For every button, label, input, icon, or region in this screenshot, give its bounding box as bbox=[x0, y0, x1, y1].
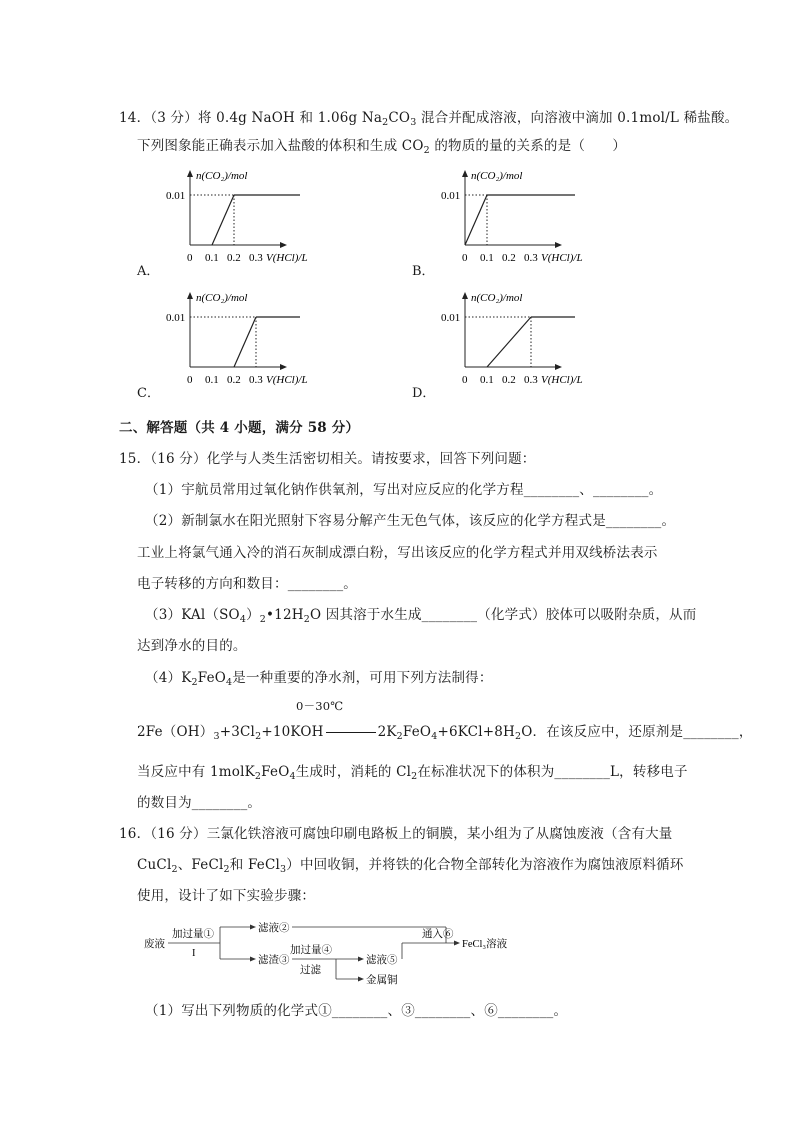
question-number: 14． bbox=[119, 110, 151, 126]
q15-line7 bbox=[145, 666, 493, 686]
flow-diagram bbox=[140, 915, 540, 985]
text: 在标准状况下的体积为________L，转移电子 bbox=[417, 764, 688, 780]
text: +6KCl+8H bbox=[437, 724, 515, 740]
flow-product: FeCl₃溶液 bbox=[462, 939, 508, 950]
x-tick-label: 0.2 bbox=[227, 374, 241, 386]
text: FeO bbox=[402, 724, 432, 740]
x-tick-label: 0.1 bbox=[480, 252, 494, 264]
text: O 因其溶于水生成________（化学式）胶体可以吸附杂质，从而 bbox=[309, 607, 697, 623]
subscript: 4 bbox=[431, 731, 438, 742]
subscript: 2 bbox=[255, 731, 262, 742]
y-axis-label: n(CO₂)/mol bbox=[471, 292, 523, 304]
q15-line4: 电子转移的方向和数目：________。 bbox=[137, 576, 357, 592]
x-tick-label: 0 bbox=[462, 252, 468, 264]
text: ） bbox=[246, 607, 260, 623]
option-b-label[interactable]: B． bbox=[412, 264, 435, 279]
y-axis-label: n(CO₂)/mol bbox=[196, 292, 248, 304]
x-axis-arrow bbox=[555, 242, 562, 248]
x-tick-label: 0.2 bbox=[227, 252, 241, 264]
x-tick-label: 0.1 bbox=[480, 374, 494, 386]
option-c-label[interactable]: C． bbox=[137, 386, 160, 401]
subscript: 2 bbox=[223, 864, 230, 875]
text: +3Cl bbox=[219, 724, 256, 740]
text: CuCl bbox=[137, 857, 172, 873]
q14-stem-text-b: 混合并配成溶液，向溶液中滴加 0.1mol/L 稀盐酸。 bbox=[416, 110, 739, 126]
question-score: （3 分） bbox=[150, 110, 198, 126]
flow-step4: 加过量④ bbox=[290, 945, 332, 956]
subscript: 2 bbox=[396, 731, 403, 742]
x-axis-label: V(HCl)/L bbox=[541, 252, 583, 264]
q15-line0: 15．（16 分）化学与人类生活密切相关。请按要求，回答下列问题： bbox=[119, 451, 536, 467]
option-d-label[interactable]: D． bbox=[412, 386, 436, 401]
flow-copper: 金属铜 bbox=[366, 975, 398, 985]
y-tick-label: 0.01 bbox=[441, 190, 461, 202]
graph-b bbox=[435, 163, 610, 273]
subscript: 2 bbox=[254, 771, 262, 782]
q15-equation bbox=[137, 720, 753, 740]
q16-line1 bbox=[137, 853, 684, 873]
flow-filtrate2: 滤液② bbox=[258, 923, 290, 934]
x-axis-arrow bbox=[555, 364, 562, 370]
flow-pass6: 通入⑥ bbox=[422, 929, 454, 940]
q14-stem2-text-a: 下列图象能正确表示加入盐酸的体积和生成 CO bbox=[137, 138, 424, 154]
q15-line5 bbox=[145, 603, 696, 623]
graph-a bbox=[160, 163, 335, 273]
reaction-arrow bbox=[326, 732, 376, 733]
subscript: 3 bbox=[410, 117, 417, 128]
x-tick-label: 0 bbox=[462, 374, 468, 386]
q15-line2: （2）新制氯水在阳光照射下容易分解产生无色气体，该反应的化学方程式是________。 bbox=[145, 513, 676, 529]
series-rise bbox=[487, 317, 531, 367]
subscript: 4 bbox=[226, 677, 233, 688]
x-tick-label: 0.2 bbox=[502, 374, 516, 386]
text: FeO bbox=[261, 764, 290, 780]
x-tick-label: 0.3 bbox=[249, 252, 263, 264]
text: 是一种重要的净水剂，可用下列方法制得： bbox=[232, 670, 493, 686]
y-axis-arrow bbox=[462, 292, 468, 299]
q15-line10: 的数目为________。 bbox=[137, 795, 262, 811]
y-axis-arrow bbox=[187, 292, 193, 299]
subscript: 2 bbox=[259, 614, 267, 625]
subscript: 4 bbox=[289, 771, 296, 782]
reaction-condition: 0－30℃ bbox=[296, 699, 344, 713]
x-tick-label: 0.2 bbox=[502, 252, 516, 264]
y-tick-label: 0.01 bbox=[166, 312, 186, 324]
flow-residue3: 滤渣③ bbox=[258, 955, 290, 966]
text: 当反应中有 1molK bbox=[137, 764, 255, 780]
x-axis-label: V(HCl)/L bbox=[541, 374, 583, 386]
subscript: 3 bbox=[280, 864, 287, 875]
x-tick-label: 0 bbox=[187, 374, 193, 386]
subscript: 2 bbox=[382, 117, 389, 128]
text: 2Fe（OH） bbox=[137, 724, 214, 740]
text: （3）KAl（SO bbox=[145, 607, 240, 623]
q14-stem-text-co: CO bbox=[388, 110, 411, 126]
text: （4）K bbox=[145, 670, 192, 686]
series-rise bbox=[234, 317, 256, 367]
y-axis-arrow bbox=[187, 170, 193, 177]
x-tick-label: 0 bbox=[187, 252, 193, 264]
text: 2K bbox=[377, 724, 397, 740]
y-axis-label: n(CO₂)/mol bbox=[471, 170, 523, 182]
q14-stem-line1 bbox=[119, 106, 738, 126]
flow-step1-roman: I bbox=[192, 948, 196, 959]
flow-waste: 废液 bbox=[144, 939, 165, 950]
subscript: 4 bbox=[239, 614, 247, 625]
q15-line3: 工业上将氯气通入冷的消石灰制成漂白粉，写出该反应的化学方程式并用双线桥法表示 bbox=[137, 545, 658, 561]
graph-d bbox=[435, 285, 610, 395]
q15-line9 bbox=[137, 760, 688, 780]
q14-stem-text-a: 将 0.4g NaOH 和 1.06g Na bbox=[197, 110, 383, 126]
text: FeO bbox=[197, 670, 227, 686]
subscript: 2 bbox=[303, 614, 310, 625]
y-axis-label: n(CO₂)/mol bbox=[196, 170, 248, 182]
q14-stem-line2 bbox=[137, 134, 626, 154]
flow-filtrate5: 滤液⑤ bbox=[366, 955, 398, 966]
q16-sub1: （1）写出下列物质的化学式①________、③________、⑥________。 bbox=[145, 1003, 568, 1019]
y-axis-arrow bbox=[462, 170, 468, 177]
flow-step1: 加过量① bbox=[172, 929, 214, 940]
x-tick-label: 0.1 bbox=[205, 374, 219, 386]
subscript: 2 bbox=[423, 145, 430, 156]
flow-filter: 过滤 bbox=[300, 965, 321, 976]
text: 和 FeCl bbox=[229, 857, 281, 873]
x-axis-arrow bbox=[280, 242, 287, 248]
y-tick-label: 0.01 bbox=[441, 312, 461, 324]
x-tick-label: 0.3 bbox=[524, 374, 538, 386]
text: ）中回收铜，并将铁的化合物全部转化为溶液作为腐蚀液原料循环 bbox=[286, 857, 684, 873]
text: 、FeCl bbox=[177, 857, 224, 873]
q15-line1: （1）宇航员常用过氧化钠作供氧剂，写出对应反应的化学方程________、________。 bbox=[145, 482, 663, 498]
q15-line6: 达到净水的目的。 bbox=[137, 638, 247, 654]
subscript: 2 bbox=[411, 771, 418, 782]
option-a-label[interactable]: A． bbox=[137, 264, 160, 279]
q16-line0: 16．（16 分）三氯化铁溶液可腐蚀印刷电路板上的铜膜，某小组为了从腐蚀废液（含有大量 bbox=[119, 826, 673, 842]
q16-line2: 使用，设计了如下实验步骤： bbox=[137, 888, 316, 904]
graph-c bbox=[160, 285, 335, 395]
x-tick-label: 0.3 bbox=[524, 252, 538, 264]
text: •12H bbox=[266, 607, 304, 623]
text: +10KOH bbox=[261, 724, 324, 740]
x-axis-label: V(HCl)/L bbox=[266, 374, 308, 386]
series-rise bbox=[465, 195, 487, 245]
subscript: 2 bbox=[515, 731, 522, 742]
text: O．在该反应中，还原剂是________， bbox=[521, 724, 753, 740]
x-axis-arrow bbox=[280, 364, 287, 370]
x-axis-label: V(HCl)/L bbox=[266, 252, 308, 264]
subscript: 3 bbox=[213, 731, 220, 742]
section-title: 二、解答题（共 4 小题，满分 58 分） bbox=[119, 420, 360, 436]
subscript: 2 bbox=[171, 864, 178, 875]
text: 生成时，消耗的 Cl bbox=[295, 764, 412, 780]
y-tick-label: 0.01 bbox=[166, 190, 186, 202]
x-tick-label: 0.3 bbox=[249, 374, 263, 386]
q14-stem2-text-b: 的物质的量的关系的是（ ） bbox=[429, 138, 627, 154]
series-rise bbox=[212, 195, 234, 245]
subscript: 2 bbox=[191, 677, 198, 688]
x-tick-label: 0.1 bbox=[205, 252, 219, 264]
